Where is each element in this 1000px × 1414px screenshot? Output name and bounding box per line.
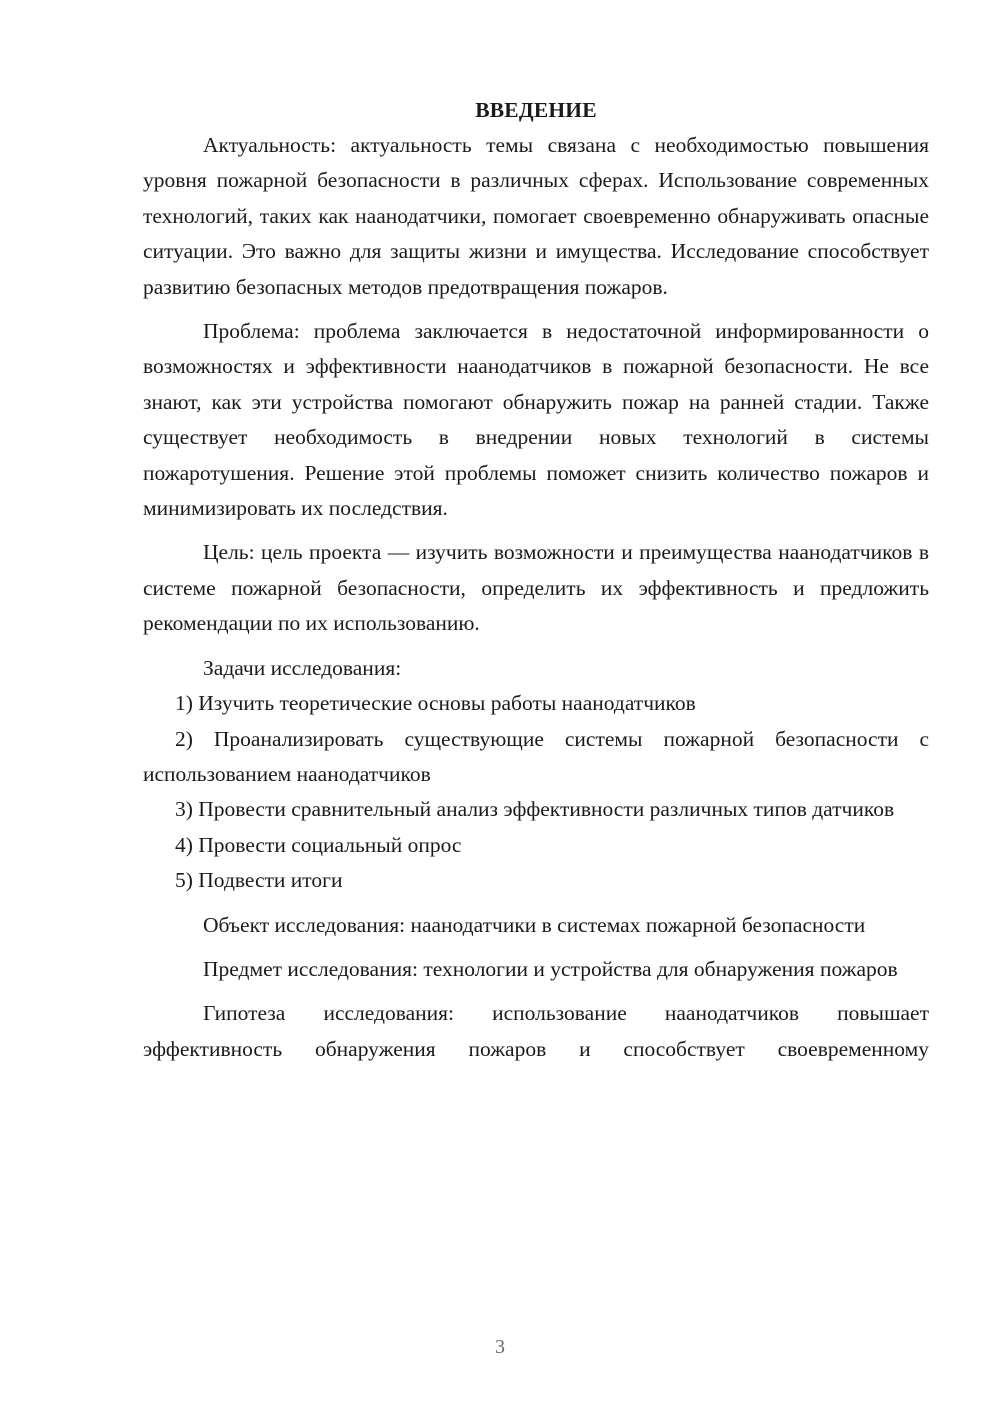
task-item-2: 2) Проанализировать существующие системы пожарной безопасности с использованием наанодатчиков (143, 726, 929, 786)
task-item-5: 5) Подвести итоги (175, 868, 343, 893)
task-item-1: 1) Изучить теоретические основы работы наанодатчиков (175, 691, 696, 716)
object-paragraph: Объект исследования: наанодатчики в системах пожарной безопасности (203, 912, 866, 937)
tasks-title: Задачи исследования: (203, 655, 402, 680)
problem-paragraph: Проблема: проблема заключается в недостаточной информированности о возможностях и эффективности наанодатчиков в пожарной безопасности. Не все знают, как эти устройства помогают обнаружить пожар на ранней стадии. Также существует необходимость в внедрении новых технологий в системы пожаротушения. Решение этой проблемы поможет снизить количество пожаров и минимизировать их последствия. (143, 319, 929, 521)
goal-paragraph: Цель: цель проекта — изучить возможности и преимущества наанодатчиков в системе пожарной безопасности, определить их эффективность и предложить рекомендации по их использованию. (143, 540, 929, 636)
page-number: 3 (495, 1336, 505, 1358)
hypothesis-paragraph: Гипотеза исследования: использование наанодатчиков повышает эффективность обнаружения пожаров и способствует своевременному (143, 1001, 929, 1061)
page-content (143, 92, 929, 1067)
relevance-paragraph: Актуальность: актуальность темы связана с необходимостью повышения уровня пожарной безопасности в различных сферах. Использование современных технологий, таких как наанодатчики, помогает своевременно обнаруживать опасные ситуации. Это важно для защиты жизни и имущества. Исследование способствует развитию безопасных методов предотвращения пожаров. (143, 133, 929, 299)
task-item-3: 3) Провести сравнительный анализ эффективности различных типов датчиков (175, 797, 895, 822)
subject-paragraph: Предмет исследования: технологии и устройства для обнаружения пожаров (203, 956, 898, 981)
task-item-4: 4) Провести социальный опрос (175, 832, 462, 857)
section-heading: ВВЕДЕНИЕ (475, 98, 597, 122)
